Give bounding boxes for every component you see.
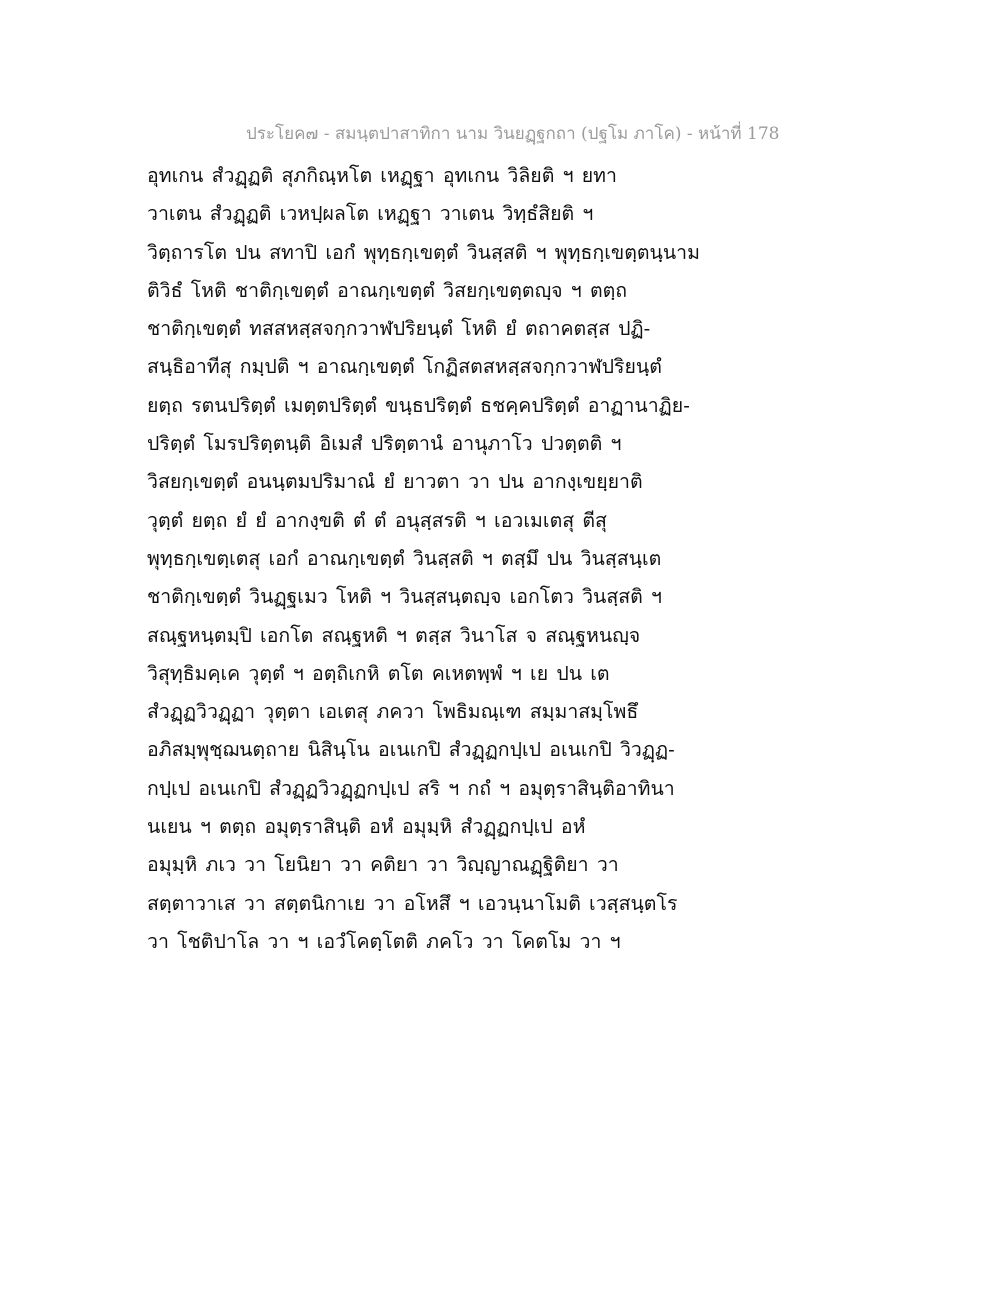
text-line: ชาติกฺเขตฺตํ วินฏฺฐเมว โหติ ฯ วินสฺสนฺตญฺจ เอกโตว วินสฺสติ ฯ [147,585,662,609]
text-line: วา โชติปาโล วา ฯ เอวํโคตฺโตติ ภคโว วา โคตโม วา ฯ [147,929,621,953]
text-line: วิตฺถารโต ปน สทาปิ เอกํ พุทฺธกฺเขตฺตํ วินสฺสติ ฯ พุทฺธกฺเขตฺตนฺนาม [147,240,700,264]
text-line: อภิสมฺพุชฺฌนตฺถาย นิสินฺโน อเนเกปิ สํวฏฺฏกปฺเป อเนเกปิ วิวฏฺฏ- [147,738,675,762]
text-line: อมุมฺหิ ภเว วา โยนิยา วา คติยา วา วิญฺญาณฏฺฐิติยา วา [147,853,619,877]
text-line: สํวฏฺฏวิวฏฺฏา วุตฺตา เอเตสุ ภควา โพธิมณฺเฑ สมฺมาสมฺโพธึ [147,700,639,724]
text-line: ชาติกฺเขตฺตํ ทสสหสฺสจกฺกวาฬปริยนฺตํ โหติ ยํ ตถาคตสฺส ปฏิ- [147,317,651,341]
text-line: กปฺเป อเนเกปิ สํวฏฺฏวิวฏฺฏกปฺเป สริ ฯ กถํ ฯ อมุตฺราสินฺติอาทินา [147,776,675,800]
text-line: ติวิธํ โหติ ชาติกฺเขตฺตํ อาณกฺเขตฺตํ วิสยกฺเขตฺตญฺจ ฯ ตตฺถ [147,278,628,302]
text-line: สณฺฐหนฺตมฺปิ เอกโต สณฺฐหติ ฯ ตสฺส วินาโส จ สณฺฐหนญฺจ [147,623,641,647]
text-line: สตฺตาวาเส วา สตฺตนิกาเย วา อโหสึ ฯ เอวนฺนาโมติ เวสฺสนฺตโร [147,891,678,915]
text-line: นเยน ฯ ตตฺถ อมุตฺราสินฺติ อหํ อมุมฺหิ สํวฏฺฏกปฺเป อหํ [147,815,586,839]
text-line: ยตฺถ รตนปริตฺตํ เมตฺตปริตฺตํ ขนฺธปริตฺตํ ธชคฺคปริตฺตํ อาฏานาฏิย- [147,393,690,417]
text-line: วุตฺตํ ยตฺถ ยํ ยํ อากงฺขติ ตํ ตํ อนุสฺสรติ ฯ เอวเมเตสุ ตีสุ [147,508,607,532]
text-line: สนฺธิอาทีสุ กมฺปติ ฯ อาณกฺเขตฺตํ โกฏิสตสหสฺสจกฺกวาฬปริยนฺตํ [147,355,662,379]
text-line: วิสยกฺเขตฺตํ อนนฺตมปริมาณํ ยํ ยาวตา วา ปน อากงฺเขยฺยาติ [147,470,643,494]
text-line: อุทเกน สํวฏฺฏติ สุภกิณฺหโต เหฏฺฐา อุทเกน วิลิยติ ฯ ยทา [147,164,617,187]
text-line: วาเตน สํวฏฺฏติ เวหปฺผลโต เหฏฺฐา วาเตน วิทฺธํสิยติ ฯ [147,202,594,226]
body-text [147,157,707,961]
page-header: ประโยค๗ - สมนฺตปาสาทิกา นาม วินยฏฺฐกถา (ปฐโม ภาโค) - หน้าที่ 178 [246,124,780,144]
text-line: วิสุทฺธิมคฺเค วุตฺตํ ฯ อตฺถิเกหิ ตโต คเหตพฺพํ ฯ เย ปน เต [147,661,610,685]
text-line: ปริตฺตํ โมรปริตฺตนฺติ อิเมสํ ปริตฺตานํ อานุภาโว ปวตฺตติ ฯ [147,432,622,456]
text-line: พุทฺธกฺเขตฺเตสุ เอกํ อาณกฺเขตฺตํ วินสฺสติ ฯ ตสฺมึ ปน วินสฺสนฺเต [147,546,662,570]
